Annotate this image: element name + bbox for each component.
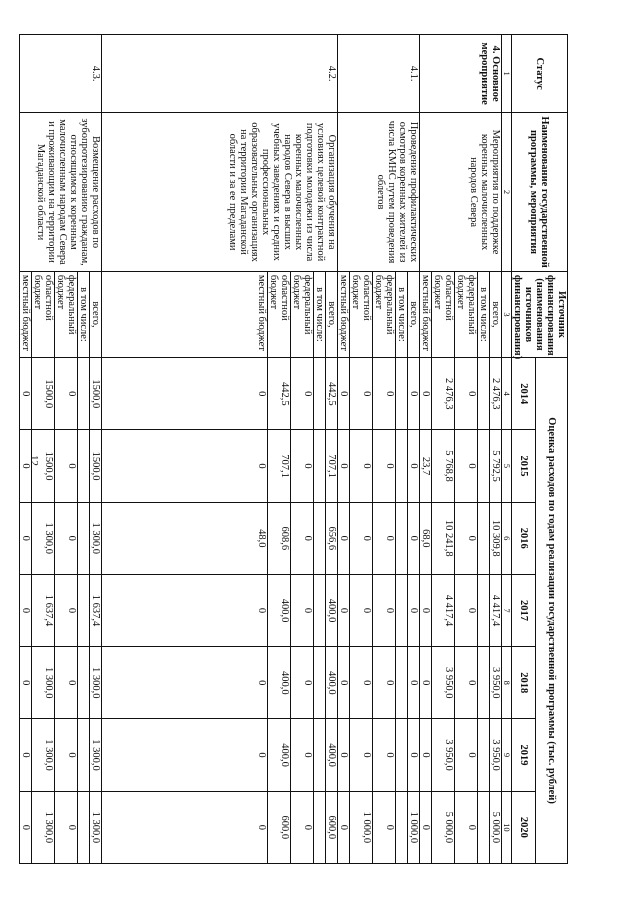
funding-source-cell: областной бюджет [268, 271, 291, 357]
value-cell: 0 [408, 647, 420, 719]
value-cell: 400,0 [326, 574, 338, 646]
value-cell: 0 [55, 358, 78, 430]
value-cell: 1 300,0 [90, 647, 102, 719]
value-cell [78, 358, 90, 430]
header-program-name: Наименование государственной программы, мероприятия [512, 113, 568, 272]
column-number: 4 [502, 358, 512, 430]
funding-source-cell: в том числе: [78, 271, 90, 357]
header-expense-estimate: Оценка расходов по годам реализации государственной программы (тыс. рублей) [536, 358, 568, 864]
value-cell: 0 [55, 791, 78, 863]
value-cell: 0 [20, 719, 32, 791]
value-cell: 1 000,0 [350, 791, 373, 863]
value-cell: 0 [350, 647, 373, 719]
value-cell [478, 647, 490, 719]
funding-source-cell: местный бюджет [420, 271, 432, 357]
value-cell: 0 [291, 647, 314, 719]
value-cell: 0 [55, 502, 78, 574]
value-cell: 0 [373, 647, 396, 719]
funding-source-cell: всего, [326, 271, 338, 357]
funding-source-cell: всего, [490, 271, 502, 357]
status-cell: 4.3. [20, 35, 102, 113]
value-cell: 0 [338, 358, 350, 430]
value-cell: 0 [102, 719, 268, 791]
value-cell: 400,0 [326, 647, 338, 719]
value-cell: 0 [291, 574, 314, 646]
funding-source-cell: федеральный бюджет [455, 271, 478, 357]
value-cell [314, 502, 326, 574]
value-cell: 0 [102, 791, 268, 863]
value-cell: 400,0 [268, 574, 291, 646]
column-number-row [502, 35, 512, 864]
column-number: 6 [502, 502, 512, 574]
value-cell: 0 [455, 719, 478, 791]
value-cell: 0 [291, 358, 314, 430]
column-number: 5 [502, 430, 512, 502]
value-cell: 4 417,4 [432, 574, 455, 646]
header-status: Статус [512, 35, 568, 113]
value-cell: 0 [420, 358, 432, 430]
value-cell [478, 719, 490, 791]
column-number: 10 [502, 791, 512, 863]
table-row [408, 35, 420, 864]
value-cell: 707,1 [326, 430, 338, 502]
header-funding-source: Источник финансирования (наименования источников финансирования) [512, 271, 568, 357]
value-cell: 0 [55, 647, 78, 719]
value-cell [396, 430, 408, 502]
funding-source-cell: местный бюджет [20, 271, 32, 357]
value-cell: 5 792,5 [490, 430, 502, 502]
value-cell: 0 [350, 719, 373, 791]
value-cell: 0 [338, 574, 350, 646]
value-cell: 68,0 [420, 502, 432, 574]
value-cell: 0 [408, 574, 420, 646]
value-cell: 608,6 [268, 502, 291, 574]
value-cell: 0 [408, 502, 420, 574]
value-cell: 1 300,0 [32, 791, 55, 863]
value-cell: 0 [20, 358, 32, 430]
program-name-cell: Возмещение расходов по зубопротезированию гражданам, относящимся к коренным малочисленным народам Севера и проживающим на территории Магаданской области [20, 113, 102, 272]
value-cell: 0 [455, 574, 478, 646]
value-cell: 23,7 [420, 430, 432, 502]
value-cell: 0 [408, 430, 420, 502]
value-cell: 10 241,8 [432, 502, 455, 574]
value-cell: 0 [455, 791, 478, 863]
funding-source-cell: областной бюджет [432, 271, 455, 357]
value-cell: 5 768,8 [432, 430, 455, 502]
value-cell: 0 [455, 502, 478, 574]
funding-source-cell: всего, [90, 271, 102, 357]
value-cell: 1500,0 [90, 430, 102, 502]
header-year: 2016 [512, 502, 536, 574]
program-name-cell: Проведение профилактических осмотров коренных жителей из числа КМНС путем проведения облетов [338, 113, 420, 272]
value-cell [478, 574, 490, 646]
value-cell: 400,0 [326, 719, 338, 791]
value-cell: 0 [420, 647, 432, 719]
value-cell: 0 [338, 647, 350, 719]
column-number: 1 [502, 35, 512, 113]
funding-source-cell: областной бюджет [350, 271, 373, 357]
value-cell: 0 [20, 574, 32, 646]
column-number: 9 [502, 719, 512, 791]
value-cell: 0 [408, 719, 420, 791]
value-cell: 442,5 [268, 358, 291, 430]
value-cell: 0 [291, 791, 314, 863]
funding-source-cell: в том числе: [314, 271, 326, 357]
header-year: 2014 [512, 358, 536, 430]
funding-source-cell: местный бюджет [338, 271, 350, 357]
funding-source-cell: всего, [408, 271, 420, 357]
program-name-cell: Мероприятия по поддержке коренных малочисленных народов Севера [420, 113, 502, 272]
header-row-1 [536, 35, 568, 864]
value-cell: 656,6 [326, 502, 338, 574]
value-cell: 707,1 [268, 430, 291, 502]
value-cell: 0 [420, 574, 432, 646]
value-cell [314, 358, 326, 430]
value-cell: 48,0 [102, 502, 268, 574]
value-cell: 1 300,0 [32, 647, 55, 719]
value-cell: 1500,0 [90, 358, 102, 430]
value-cell: 2 476,3 [490, 358, 502, 430]
value-cell [314, 430, 326, 502]
value-cell: 0 [55, 719, 78, 791]
value-cell [396, 719, 408, 791]
value-cell [78, 719, 90, 791]
value-cell: 5 000,0 [432, 791, 455, 863]
value-cell: 10 309,8 [490, 502, 502, 574]
value-cell [396, 791, 408, 863]
value-cell: 4 417,4 [490, 574, 502, 646]
value-cell: 0 [373, 430, 396, 502]
column-number: 3 [502, 271, 512, 357]
value-cell [314, 791, 326, 863]
value-cell: 0 [102, 574, 268, 646]
column-number: 2 [502, 113, 512, 272]
value-cell: 1 300,0 [32, 502, 55, 574]
value-cell: 0 [338, 430, 350, 502]
value-cell [478, 358, 490, 430]
value-cell: 600,0 [326, 791, 338, 863]
header-year: 2020 [512, 791, 536, 863]
value-cell: 0 [350, 430, 373, 502]
table-row [490, 35, 502, 864]
value-cell: 0 [20, 791, 32, 863]
value-cell: 1 300,0 [90, 502, 102, 574]
budget-table [19, 34, 568, 864]
value-cell: 0 [55, 430, 78, 502]
value-cell: 1500,0 [32, 430, 55, 502]
value-cell: 0 [20, 502, 32, 574]
value-cell: 1500,0 [32, 358, 55, 430]
value-cell: 0 [102, 358, 268, 430]
value-cell: 0 [291, 430, 314, 502]
value-cell: 400,0 [268, 647, 291, 719]
value-cell: 0 [102, 647, 268, 719]
value-cell: 1 300,0 [90, 719, 102, 791]
value-cell: 1 300,0 [90, 791, 102, 863]
value-cell: 1 637,4 [90, 574, 102, 646]
status-cell: 4.2. [102, 35, 338, 113]
value-cell [78, 647, 90, 719]
column-number: 8 [502, 647, 512, 719]
value-cell [314, 574, 326, 646]
value-cell: 0 [102, 430, 268, 502]
header-year: 2018 [512, 647, 536, 719]
value-cell: 0 [373, 791, 396, 863]
value-cell: 0 [291, 719, 314, 791]
value-cell: 0 [338, 791, 350, 863]
program-name-cell: Организация обучения на условиях целевой контрактной подготовки молодежи из числа коренных малочисленных народов Севера в высших учебных заведениях и средних профессиональных образовательных организациях на территории Магаданской области и за ее пределами [102, 113, 338, 272]
value-cell: 0 [338, 502, 350, 574]
value-cell: 0 [420, 719, 432, 791]
value-cell [478, 430, 490, 502]
value-cell: 0 [408, 358, 420, 430]
value-cell: 0 [420, 791, 432, 863]
value-cell: 0 [350, 502, 373, 574]
funding-source-cell: федеральный бюджет [373, 271, 396, 357]
header-year: 2017 [512, 574, 536, 646]
value-cell [314, 647, 326, 719]
value-cell [396, 647, 408, 719]
column-number: 7 [502, 574, 512, 646]
value-cell: 0 [455, 430, 478, 502]
header-year: 2015 [512, 430, 536, 502]
value-cell: 1 300,0 [32, 719, 55, 791]
header-year: 2019 [512, 719, 536, 791]
value-cell: 442,5 [326, 358, 338, 430]
status-cell: 4.1. [338, 35, 420, 113]
funding-source-cell: федеральный бюджет [55, 271, 78, 357]
value-cell: 0 [455, 647, 478, 719]
table-row [326, 35, 338, 864]
value-cell: 2 476,3 [432, 358, 455, 430]
value-cell [396, 502, 408, 574]
value-cell: 0 [20, 430, 32, 502]
table-body [20, 35, 502, 864]
value-cell: 0 [373, 502, 396, 574]
value-cell: 0 [455, 358, 478, 430]
value-cell [314, 719, 326, 791]
value-cell [78, 791, 90, 863]
value-cell [396, 358, 408, 430]
value-cell: 400,0 [268, 719, 291, 791]
value-cell: 3 950,0 [490, 647, 502, 719]
value-cell: 3 950,0 [432, 719, 455, 791]
funding-source-cell: местный бюджет [102, 271, 268, 357]
value-cell: 3 950,0 [432, 647, 455, 719]
table-row [90, 35, 102, 864]
value-cell: 1 000,0 [408, 791, 420, 863]
funding-source-cell: федеральный бюджет [291, 271, 314, 357]
funding-source-cell: в том числе: [396, 271, 408, 357]
value-cell: 0 [373, 358, 396, 430]
value-cell: 0 [373, 719, 396, 791]
value-cell [78, 574, 90, 646]
value-cell [78, 502, 90, 574]
funding-source-cell: областной бюджет [32, 271, 55, 357]
value-cell [396, 574, 408, 646]
value-cell [78, 430, 90, 502]
page-number: 12 [28, 455, 40, 466]
value-cell: 3 950,0 [490, 719, 502, 791]
value-cell: 0 [338, 719, 350, 791]
value-cell [478, 502, 490, 574]
value-cell: 0 [373, 574, 396, 646]
value-cell: 0 [350, 574, 373, 646]
status-cell: 4. Основное мероприятие [420, 35, 502, 113]
value-cell: 0 [350, 358, 373, 430]
value-cell: 0 [20, 647, 32, 719]
value-cell: 5 000,0 [490, 791, 502, 863]
value-cell: 1 637,4 [32, 574, 55, 646]
rotated-table-wrapper [20, 34, 568, 864]
value-cell: 600,0 [268, 791, 291, 863]
value-cell: 0 [291, 502, 314, 574]
value-cell [478, 791, 490, 863]
value-cell: 0 [55, 574, 78, 646]
funding-source-cell: в том числе: [478, 271, 490, 357]
